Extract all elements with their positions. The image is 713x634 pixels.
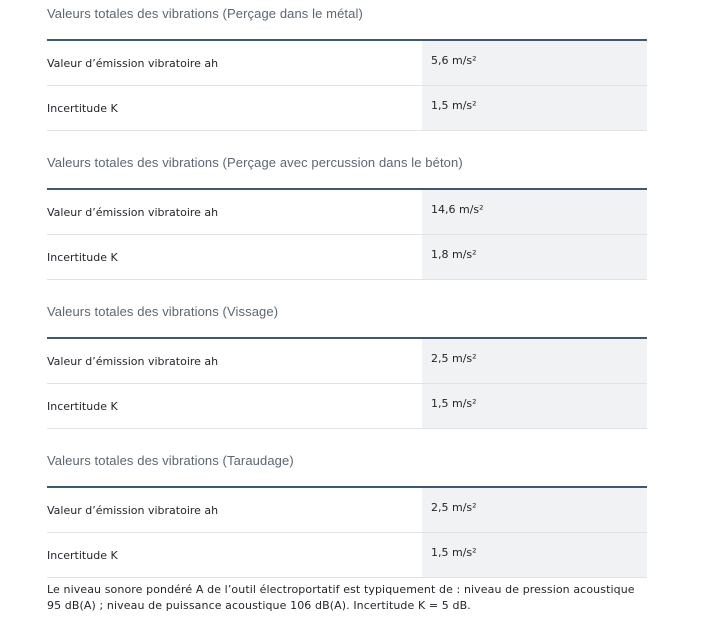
section-title: Valeurs totales des vibrations (Perçage dans le métal) [47,6,363,21]
spec-table [47,337,647,429]
spec-value: 5,6 m/s² [422,40,647,86]
table-row [47,533,647,578]
spec-table [47,39,647,131]
spec-table [47,486,647,578]
table-row [47,338,647,384]
section-title: Valeurs totales des vibrations (Perçage avec percussion dans le béton) [47,155,463,170]
sound-level-note: Le niveau sonore pondéré A de l’outil électroportatif est typiquement de : niveau de pression acoustique 95 dB(A) ; niveau de puissance acoustique 106 dB(A). Incertitude K = 5 dB. [47,583,635,612]
table-row [47,384,647,429]
spec-value: 2,5 m/s² [422,487,647,533]
spec-label: Incertitude K [47,384,422,429]
spec-value: 2,5 m/s² [422,338,647,384]
spec-label: Valeur d’émission vibratoire ah [47,487,422,533]
spec-label: Incertitude K [47,533,422,578]
vibration-specs [47,0,647,596]
spec-label: Incertitude K [47,86,422,131]
spec-label: Incertitude K [47,235,422,280]
section-title: Valeurs totales des vibrations (Taraudage) [47,453,294,468]
spec-label: Valeur d’émission vibratoire ah [47,338,422,384]
spec-label: Valeur d’émission vibratoire ah [47,40,422,86]
spec-section-tapping [47,447,647,596]
section-title: Valeurs totales des vibrations (Vissage) [47,304,279,319]
spec-value: 1,5 m/s² [422,86,647,131]
spec-value: 1,8 m/s² [422,235,647,280]
spec-section-drilling-metal [47,0,647,149]
table-row [47,86,647,131]
spec-table [47,188,647,280]
table-row [47,40,647,86]
spec-label: Valeur d’émission vibratoire ah [47,189,422,235]
table-row [47,189,647,235]
spec-section-hammer-drilling-concrete [47,149,647,298]
spec-value: 1,5 m/s² [422,533,647,578]
table-row [47,487,647,533]
spec-section-screwdriving [47,298,647,447]
spec-value: 14,6 m/s² [422,189,647,235]
table-row [47,235,647,280]
spec-value: 1,5 m/s² [422,384,647,429]
